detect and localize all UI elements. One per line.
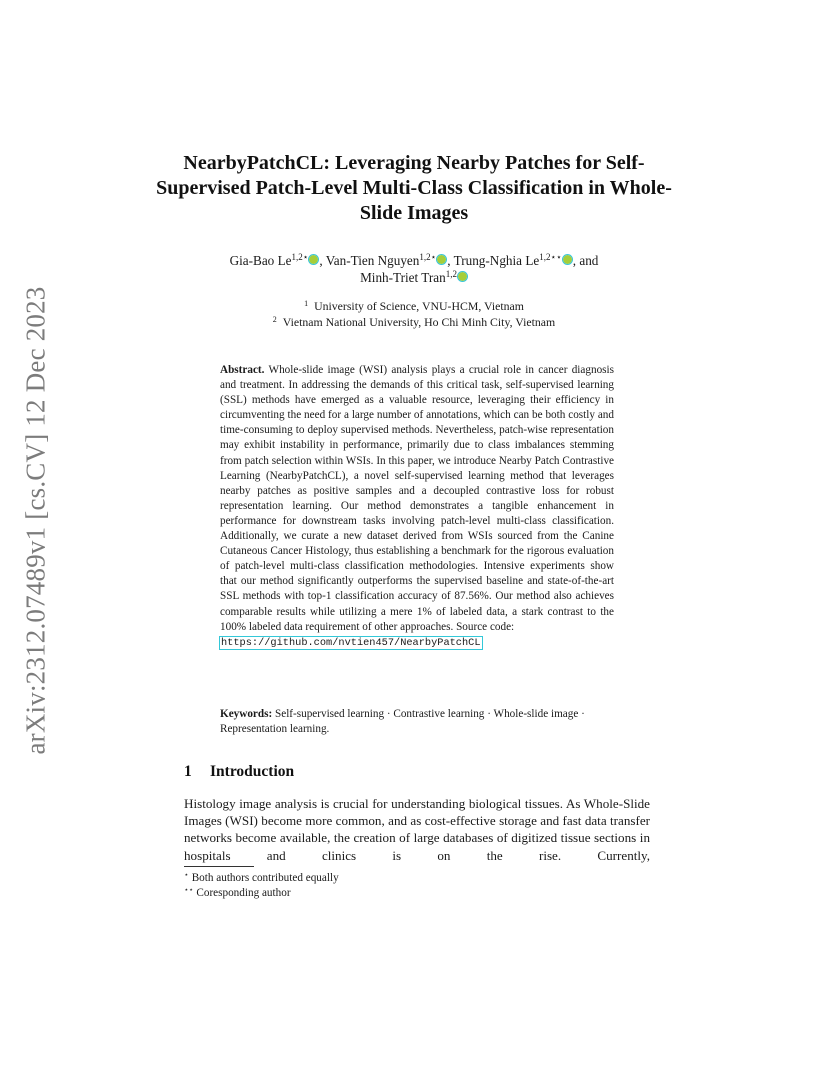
footnote-mark: ⋆	[184, 870, 189, 879]
author-affiliation-marks: 1,2⋆	[291, 252, 309, 262]
abstract-block	[220, 363, 614, 651]
abstract-text: Whole-slide image (WSI) analysis plays a crucial role in cancer diagnosis and treatment. In addressing the demands of this critical task, self-supervised learning (SSL) methods have emerged as a valuable resource, leveraging their efficiency in circumventing the need for a large number of annotations, which can be both costly and time-consuming to deploy supervised methods. Nevertheless, patch-wise representation may exhibit instability in performance, primarily due to class imbalances stemming from patch selection within WSIs. In this paper, we introduce Nearby Patch Contrastive Learning (NearbyPatchCL), a novel self-supervised learning method that leverages nearby patches as positive samples and a decoupled contrastive loss for robust representation learning. Our method demonstrates a tangible enhancement in performance for downstream tasks involving patch-level multi-class classification. Additionally, we curate a new dataset derived from WSIs sourced from the Canine Cutaneous Cancer Histology, thus establishing a benchmark for the rigorous evaluation of patch-level multi-class classification methodologies. Intensive experiments show that our method significantly outperforms the supervised baseline and state-of-the-art SSL methods with top-1 classification accuracy of 87.56%. Our method also achieves comparable results while utilizing a mere 1% of labeled data, a stark contrast to the 100% labeled data requirement of other approaches. Source code:	[220, 364, 614, 633]
author-affiliation-marks: 1,2⋆⋆	[539, 252, 562, 262]
footnote-text: Coresponding author	[196, 887, 291, 899]
arxiv-side-identifier	[6, 280, 66, 760]
arxiv-identifier-text: arXiv:2312.07489v1 [cs.CV] 12 Dec 2023	[20, 285, 51, 755]
footnote-text: Both authors contributed equally	[191, 872, 339, 884]
orcid-icon[interactable]	[458, 272, 467, 281]
orcid-icon[interactable]	[309, 255, 318, 264]
author-name: Gia-Bao Le	[229, 253, 292, 268]
affiliation-number: 2	[272, 315, 277, 324]
affiliation-list	[150, 298, 678, 330]
author-list: Gia-Bao $Le^{1,2⋆}$ , Van-Tien Nguyen$^{1,2⋆}$ , Trung-Nghia $Le^{1,2⋆⋆}$ , and Minh-Triet Tran$^{1,2}$	[229, 252, 599, 285]
affiliation-number: 1	[304, 299, 309, 308]
footnote	[184, 886, 339, 901]
section-title-text: Introduction	[210, 763, 295, 780]
affiliation-text: University of Science, VNU-HCM, Vietnam	[314, 299, 524, 313]
affiliation-text: Vietnam National University, Ho Chi Minh City, Vietnam	[282, 315, 556, 329]
affiliation-line	[150, 314, 678, 330]
footnote	[184, 871, 339, 886]
author-affiliation-marks: 1,2⋆	[419, 252, 437, 262]
paper-title: NearbyPatchCL: Leveraging Nearby Patches for Self-Supervised Patch-Level Multi-Class Classification in Whole-Slide Images	[156, 152, 672, 224]
orcid-icon[interactable]	[437, 255, 446, 264]
source-code-link[interactable]: https://github.com/nvtien457/NearbyPatchCL	[221, 636, 481, 649]
keywords-label: Keywords:	[220, 708, 273, 720]
section-heading	[184, 763, 294, 781]
author-name: Van-Tien Nguyen	[325, 253, 420, 268]
author-conjunction: and	[579, 253, 599, 268]
keywords-text: Self-supervised learning · Contrastive learning · Whole-slide image · Representation learning.	[220, 708, 585, 736]
affiliation-line	[150, 298, 678, 314]
author-affiliation-marks: 1,2	[445, 269, 457, 279]
author-name: Minh-Triet Tran	[360, 270, 446, 285]
author-name: Trung-Nghia Le	[453, 253, 540, 268]
section-number: 1	[184, 763, 192, 780]
keywords-block	[220, 707, 614, 737]
abstract-label: Abstract.	[220, 364, 265, 376]
footnote-mark: ⋆⋆	[184, 885, 194, 894]
footnote-list	[184, 871, 339, 901]
introduction-paragraph: Histology image analysis is crucial for understanding biological tissues. As Whole-Slide Images (WSI) become more common, and as cost-effective storage and fast data transfer networks become available, the creation of large databases of digitized tissue sections in hospitals and clinics is on the rise. Currently,	[184, 796, 650, 863]
footnote-divider	[184, 866, 254, 867]
orcid-icon[interactable]	[563, 255, 572, 264]
